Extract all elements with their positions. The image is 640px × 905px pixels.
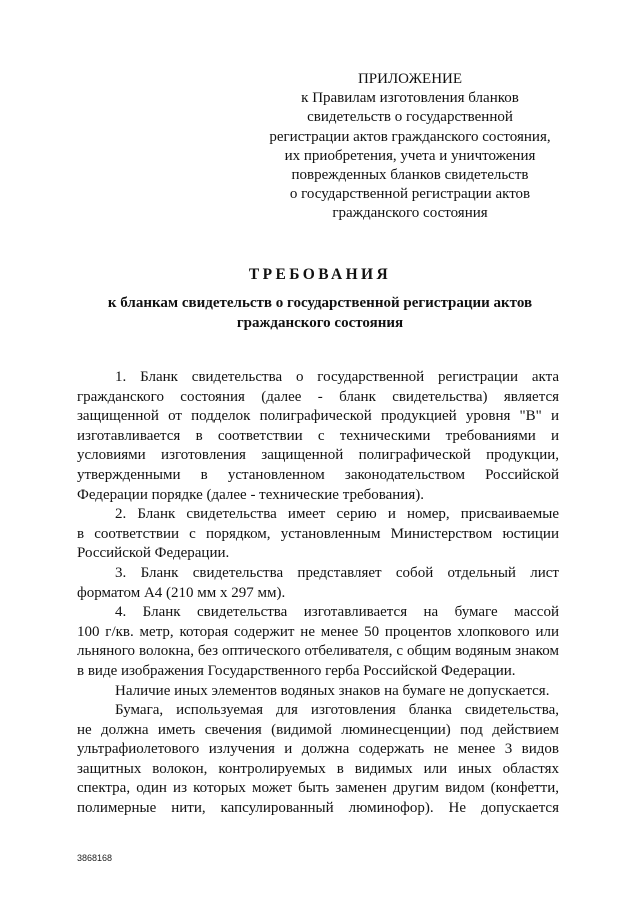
document-subtitle — [60, 294, 580, 333]
appendix-line: к Правилам изготовления бланков — [301, 90, 519, 107]
paragraph-2-line: в соответствии с порядком, установленным Министерством юстиции — [77, 525, 559, 542]
appendix-line: их приобретения, учета и уничтожения — [284, 147, 536, 164]
paragraph-4-line: 4. Бланк свидетельства изготавливается на бумаге массой — [115, 604, 559, 621]
appendix-line: поврежденных бланков свидетельств — [291, 167, 529, 184]
paragraph-1-line: гражданского состояния (далее - бланк свидетельства) является — [77, 388, 559, 405]
paragraph-2-line: 2. Бланк свидетельства имеет серию и номер, присваиваемые — [115, 506, 559, 523]
paragraph-6-line: полимерные нити, капсулированный люминофор). Не допускается — [77, 800, 559, 817]
paragraph-3-line: форматом А4 (210 мм x 297 мм). — [77, 584, 286, 601]
appendix-line: гражданского состояния — [332, 205, 488, 222]
paragraph-4-line: в виде изображения Государственного герба Российской Федерации. — [77, 662, 516, 679]
appendix-heading: ПРИЛОЖЕНИЕ — [357, 71, 463, 87]
paragraph-6-line: спектра, один из которых может быть заменен другим видом (конфетти, — [77, 780, 559, 797]
paragraph-1-line: изготавливается в соответствии с техническими требованиями и — [77, 427, 559, 444]
paragraph-1-line: утвержденными в установленном законодательством Российской — [77, 466, 559, 483]
document-title: ТРЕБОВАНИЯ — [248, 266, 392, 283]
paragraph-1-line: 1. Бланк свидетельства о государственной регистрации акта — [115, 369, 559, 385]
paragraph-3-line: 3. Бланк свидетельства представляет собой отдельный лист — [115, 564, 559, 581]
appendix-line: о государственной регистрации актов — [289, 186, 531, 203]
appendix-block — [250, 70, 570, 224]
appendix-line: регистрации актов гражданского состояния, — [269, 128, 551, 145]
document-body — [77, 368, 559, 819]
paragraph-1-line: Федерации порядке (далее - технические требования). — [77, 486, 424, 503]
paragraph-5-line: Наличие иных элементов водяных знаков на бумаге не допускается. — [115, 682, 550, 699]
paragraph-1-line: условиями изготовления защищенной полиграфической продукции, — [77, 447, 559, 464]
paragraph-4-line: 100 г/кв. метр, которая содержит не менее 50 процентов хлопкового или — [77, 623, 559, 640]
paragraph-6-line: ультрафиолетового излучения и должна содержать не менее 3 видов — [77, 741, 559, 758]
paragraph-4-line: льняного волокна, без оптического отбеливателя, с общим водяным знаком — [77, 643, 559, 660]
paragraph-6-line: защитных волокон, контролируемых в видимых или иных областях — [77, 760, 559, 777]
appendix-line: свидетельств о государственной — [307, 109, 513, 126]
paragraph-6-line: не должна иметь свечения (видимой люминесценции) под действием — [77, 721, 559, 738]
document-number: 3868168 — [77, 853, 113, 863]
subtitle-line: к бланкам свидетельств о государственной регистрации актов — [107, 295, 533, 311]
subtitle-line: гражданского состояния — [236, 314, 404, 331]
paragraph-2-line: Российской Федерации. — [77, 545, 230, 562]
paragraph-1-line: защищенной от подделок полиграфической продукцией уровня "В" и — [77, 408, 559, 425]
paragraph-6-line: Бумага, используемая для изготовления бланка свидетельства, — [115, 702, 559, 719]
